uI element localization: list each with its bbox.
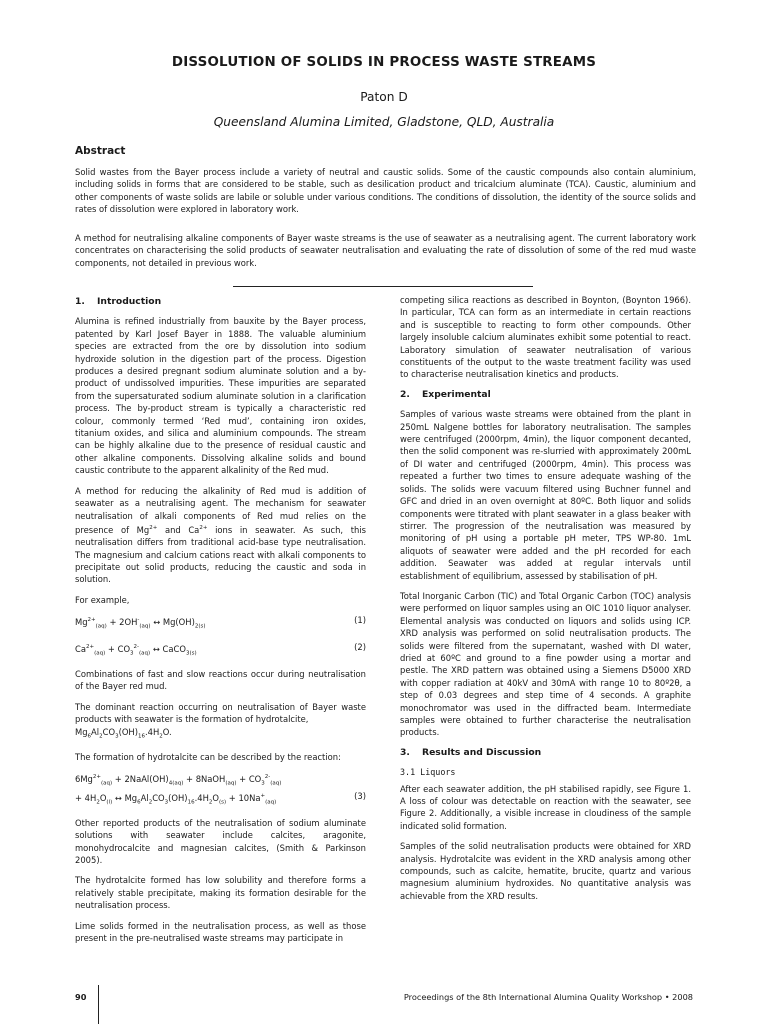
author-affiliation: Queensland Alumina Limited, Gladstone, QLD, Australia (213, 115, 555, 129)
proceedings-footer: Proceedings of the 8th International Alumina Quality Workshop • 2008 (403, 992, 693, 1002)
equation-2: $Ca^{2+}_{(aq)} + CO_3^{2-}_{(aq)}$ ↔ CaCO$_{3(s)}$ (2) (75, 641, 366, 660)
hydrotalcite-formula: $Mg_6Al_2CO_3(OH)_{16}.4H_2O$. (75, 726, 172, 740)
intro-paragraph-8: The hydrotalcite formed has low solubility and therefore forms a relatively stable precipitate, making its formation desirable for the neutralisation process. (75, 875, 366, 911)
intro-paragraph-2: A method for reducing the alkalinity of Red mud is addition of seawater as a neutralising agent. The mechanism for seawater neutralisation of alkali components of Red mud relies on the presence of $Mg^{2+}$ and $Ca^{2+}$ ions in seawater. As such, this neutralisation differs from traditional acid-base type neutralisation. The magnesium and calcium cations react with alkali components to precipitate out solid products, reducing the caustic and soda in solution. (75, 485, 367, 585)
page-number: 90 (75, 992, 87, 1002)
intro-paragraph-9: Lime solids formed in the neutralisation process, as well as those present in the pre-neutralised waste streams may participate in (75, 920, 366, 943)
paper-title: DISSOLUTION OF SOLIDS IN PROCESS WASTE STREAMS (171, 55, 597, 70)
intro-paragraph-4: Combinations of fast and slow reactions occur during neutralisation of the Bayer red mud. (75, 668, 366, 692)
abstract-paragraph-1: Solid wastes from the Bayer process include a variety of neutral and caustic solids. Some of the caustic compounds also contain aluminium, including solids in forms that are considered to be stable, such as desilication product and tricalcium aluminate (TCA). Caustic, aluminium and other components of waste solids are labile or soluble under various conditions. The conditions of dissolution, the identity of the source solids and rates of dissolution were explored in laboratory work. (75, 167, 696, 215)
equation-3-line-1: $6Mg^{2+}_{(aq)}$ + $2NaAl(OH)_{4(aq)}$ + 8NaOH$_{(aq)}$ + $CO_3^{2-}_{(aq)}$ (75, 773, 282, 787)
experimental-paragraph-2: Total Inorganic Carbon (TIC) and Total Organic Carbon (TOC) analysis were performed on liquor samples using an OIC 1010 liquor analyser. Elemental analysis was conducted on liquors and solids using ICP. XRD analysis was performed on solid neutralisation products. The solids were filtered from the supernatant, washed with DI water, dried at 60ºC and ground to a fine powder using a mortar and pestle. The XRD pattern was obtained using a Siemens D5000 XRD with copper radiation at 40kV and 30mA with range 10 to 80º2θ, a step of 0.03 degrees and step time of 4 seconds. A graphite monochromator was used in the diffracted beam. Intermediate samples were obtained to further characterise the neutralisation products. (400, 590, 691, 738)
intro-paragraph-3: For example, (75, 594, 130, 605)
intro-paragraph-5: The dominant reaction occurring on neutralisation of Bayer waste products with seawater is the formation of hydrotalcite, (75, 701, 366, 725)
intro-paragraph-1: Alumina is refined industrially from bauxite by the Bayer process, patented by Karl Josef Bayer in 1888. The valuable aluminium species are extracted from the ore by dissolution into sodium hydroxide solution in the digestion part of the process. Digestion produces a desired pregnant sodium aluminate solution and a by-product of undissolved impurities. These impurities are separated from the supersaturated sodium aluminate solution in a clarification process. The by-product stream is typically a characteristic red colour, commonly termed ‘Red mud’, containing iron oxides, titanium oxides, and silica and aluminium compounds. The stream can be highly alkaline due to the presence of residual caustic and other alkaline components. Dissolving alkaline solids and bound caustic contribute to the apparent alkalinity of the Red mud. (75, 316, 366, 476)
intro-paragraph-7: Other reported products of the neutralisation of sodium aluminate solutions with seawater include calcites, aragonite, monohydrocalcite and magnesian calcites, (Smith & Parkinson 2005). (75, 817, 366, 865)
equation-2-number: (2) (354, 642, 366, 653)
intro-continuation: competing silica reactions as described in Boynton, (Boynton 1966). In particular, TCA can form as an intermediate in certain reactions and is susceptible to reacting to form other compounds. Other largely insoluble calcium aluminates exhibit some potential to react. Laboratory simulation of seawater neutralisation of various constituents of the output to the waste treatment facility was used to characterise neutralisation kinetics and products. (400, 295, 691, 380)
experimental-paragraph-1: Samples of various waste streams were obtained from the plant in 250mL Nalgene bottles for laboratory neutralisation. The samples were centrifuged (2000rpm, 4min), the liquor component decanted, then the solid component was re-slurried with approximately 200mL of DI water and centrifuged (2000rpm, 4min). This process was repeated a further two times to ensure adequate washing of the solids. The solids were vacuum filtered using Buchner funnel and GFC and dried in an oven overnight at 80ºC. Both liquor and solids components were titrated with plant seawater in a glass beaker with stirrer. The progression of the neutralisation was measured by monitoring of pH using a portable pH meter, TPS WP-80. 1mL aliquots of seawater were added and the pH recorded for each addition. Seawater was added at regular intervals until establishment of equilibrium, assessed by stabilisation of pH. (400, 409, 691, 581)
equation-1-number: (1) (354, 615, 366, 626)
results-heading: 3. Results and Discussion (400, 746, 542, 758)
intro-paragraph-6: The formation of hydrotalcite can be described by the reaction: (75, 751, 341, 762)
intro-heading: 1. Introduction (75, 296, 162, 307)
section-divider (233, 286, 533, 287)
results-paragraph-1: After each seawater addition, the pH stabilised rapidly, see Figure 1. A loss of colour was detectable on reaction with the seawater, see Figure 2. Additionally, a visible increase in cloudiness of the sample indicated solid formation. (400, 783, 691, 831)
left-column (75, 296, 366, 952)
liquors-subheading: 3.1 Liquors (400, 767, 456, 778)
right-column (400, 294, 691, 910)
abstract-paragraph-2: A method for neutralising alkaline components of Bayer waste streams is the use of seawater as a neutralising agent. The current laboratory work concentrates on characterising the solid products of seawater neutralisation and evaluating the rate of dissolution of some of the red mud waste components, not detailed in previous work. (75, 233, 696, 268)
abstract-heading: Abstract (75, 145, 126, 157)
author-name: Paton D (360, 90, 408, 104)
equation-3-line-2: + $4H_2O_{(l)}$ ↔ $Mg_6Al_2CO_3(OH)_{16}.4H_2O_{(s)} + 10Na^+_{(aq)}$ (3) (75, 790, 366, 809)
results-paragraph-2: Samples of the solid neutralisation products were obtained for XRD analysis. Hydrotalcite was evident in the XRD analysis among other compounds, such as calcite, hematite, brucite, quartz and various magnesium aluminium hydroxides. No quantitative analysis was achievable from the XRD results. (400, 841, 691, 901)
footer-divider (98, 985, 99, 1024)
equation-3-number: (3) (354, 790, 366, 801)
equation-1: $Mg^{2+}_{(aq)} + 2OH^-_{(aq)}$ ↔ $Mg(OH)_{2(s)}$ (1) (75, 614, 366, 633)
experimental-heading: 2. Experimental (400, 388, 491, 400)
